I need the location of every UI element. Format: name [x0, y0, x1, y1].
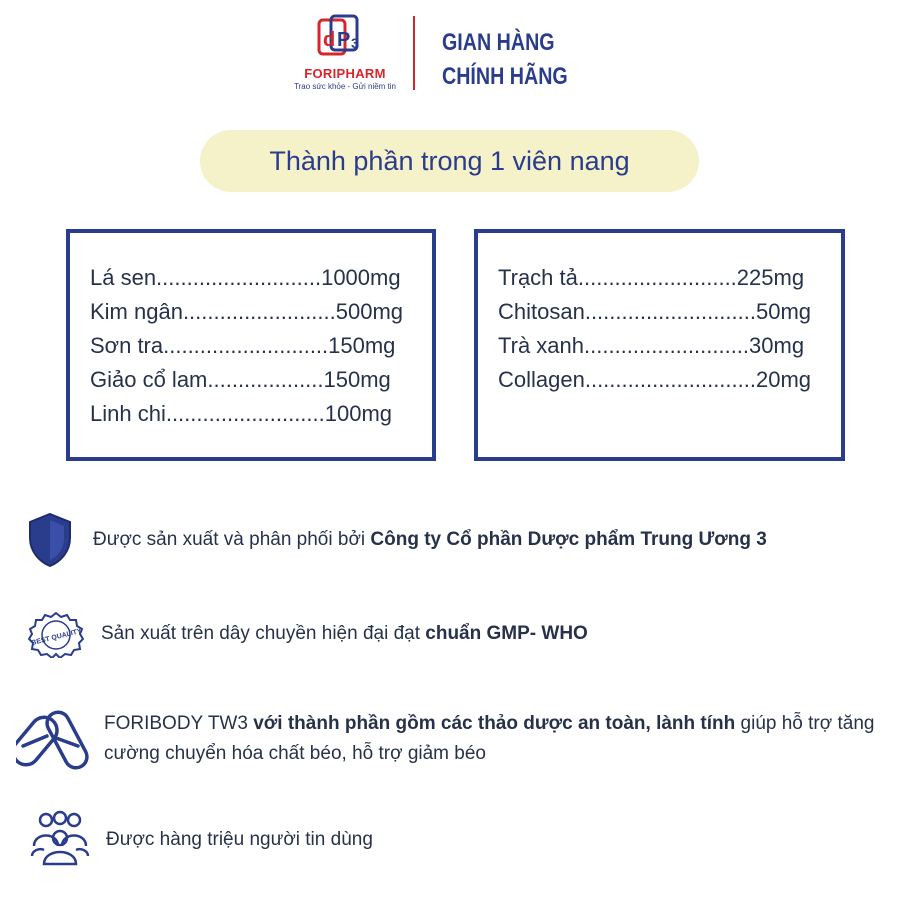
- shield-icon: [26, 512, 74, 568]
- svg-text:d: d: [323, 29, 336, 51]
- feature-ingredients-safety: [104, 709, 884, 769]
- ingredient-item: Linh chi..........................100mg: [90, 401, 393, 426]
- feature-text: Được sản xuất và phân phối bởi: [93, 529, 371, 550]
- brand-logo: [285, 14, 405, 94]
- feature-text: Sản xuất trên dây chuyền hiện đại đạt: [101, 623, 426, 644]
- ingredients-box-left: [66, 229, 436, 461]
- feature-manufacturer: [93, 525, 767, 555]
- ingredient-item: Collagen............................20mg: [498, 367, 812, 392]
- svg-text:3: 3: [351, 35, 359, 51]
- people-group-icon: [30, 810, 90, 866]
- svg-text:P: P: [337, 29, 351, 51]
- ingredient-item: Trạch tả..........................225mg: [498, 265, 805, 290]
- ingredient-item: Trà xanh...........................30mg: [498, 333, 805, 358]
- feature-text-start: FORIBODY TW3: [104, 713, 254, 734]
- ingredients-box-right: [474, 229, 845, 461]
- header-divider: [413, 16, 415, 90]
- feature-bold-text: với thành phần gồm các thảo dược an toàn, lành tính: [253, 713, 736, 734]
- feature-bold-text: Công ty Cổ phần Dược phẩm Trung Ương 3: [370, 529, 767, 550]
- brand-name: FORIPHARM: [304, 66, 386, 81]
- ingredient-item: Sơn tra...........................150mg: [90, 333, 396, 358]
- feature-text-end: giúp hỗ trợ tăng cường chuyển hóa chất béo, hỗ trợ giảm béo: [104, 713, 875, 764]
- ingredient-item: Lá sen...........................1000mg: [90, 265, 401, 290]
- ingredient-item: Giảo cổ lam...................150mg: [90, 367, 391, 392]
- ingredient-item: Chitosan............................50mg: [498, 299, 812, 324]
- store-line-1: GIAN HÀNG: [442, 29, 555, 56]
- feature-gmp: [101, 619, 588, 649]
- feature-trusted: Được hàng triệu người tin dùng: [106, 829, 373, 850]
- feature-bold-text: chuẩn GMP- WHO: [425, 623, 588, 644]
- capsule-icon: [16, 700, 92, 776]
- dp3-logo-icon: [285, 14, 405, 66]
- store-line-2: CHÍNH HÃNG: [442, 63, 568, 90]
- brand-slogan: Trao sức khỏe - Gửi niềm tin: [294, 82, 396, 91]
- seal-badge-text: BEST QUALITY: [30, 627, 83, 648]
- ingredients-heading: Thành phần trong 1 viên nang: [200, 130, 699, 192]
- ingredient-item: Kim ngân.........................500mg: [90, 299, 404, 324]
- official-store-badge: [442, 26, 568, 94]
- best-quality-seal-icon: [28, 612, 84, 658]
